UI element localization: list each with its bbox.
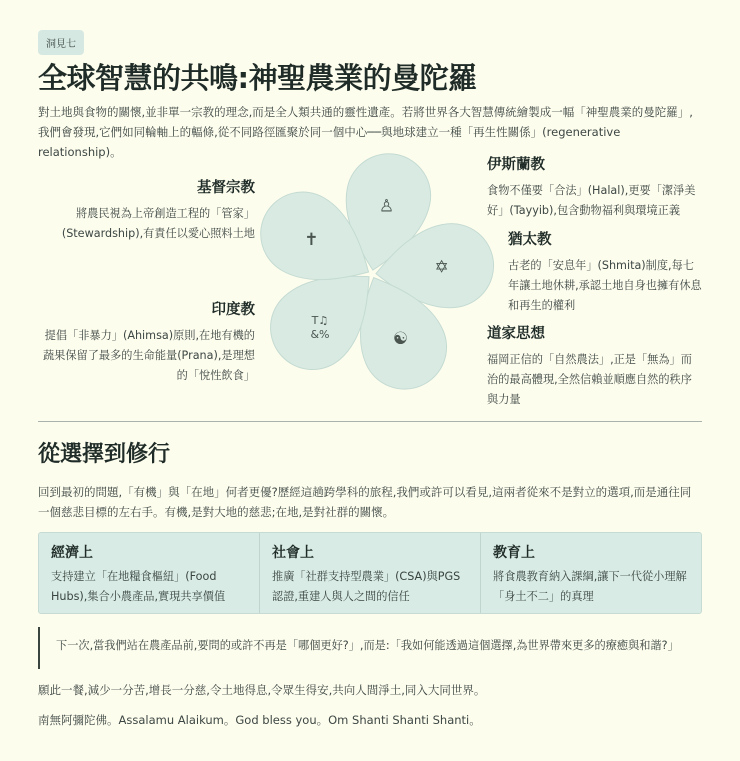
- islam-text: 食物不僅要「合法」(Halal),更要「潔淨美好」(Tayyib),包含動物福利與環境正義: [487, 184, 696, 217]
- section-title: 從選擇到修行: [38, 442, 171, 467]
- hinduism-title: 印度教: [211, 302, 255, 318]
- yin-yang-icon: ☯: [392, 328, 409, 349]
- intro-paragraph: 對土地與食物的關懷,並非單一宗教的理念,而是全人類共通的靈性遺產。若將世界各大智慧傳統繪製成一幅「神聖農業的曼陀羅」,我們會發現,它們如同輪軸上的輻條,從不同路徑匯聚於同一個中心──與地球建立一種「再生性關係」(regenerative relationship)。: [38, 105, 693, 159]
- divider: [38, 421, 702, 422]
- taoism-text: 福岡正信的「自然農法」,正是「無為」而治的最高體現,全然信賴並順應自然的秩序與力量: [487, 353, 692, 406]
- islam-label: [487, 155, 697, 221]
- page-title: 全球智慧的共鳴:神聖農業的曼陀羅: [38, 61, 477, 95]
- christianity-label: [60, 178, 255, 244]
- islam-title: 伊斯蘭教: [487, 157, 545, 173]
- aspect-cards: [38, 532, 702, 614]
- card-text: 支持建立「在地糧食樞紐」(Food Hubs),集合小農產品,實現共享價值: [51, 570, 226, 603]
- symbols-icon-line2: &%: [310, 327, 330, 341]
- christianity-title: 基督宗教: [197, 180, 255, 196]
- card-social: [260, 533, 481, 613]
- card-education: [481, 533, 701, 613]
- taoism-title: 道家思想: [487, 326, 545, 342]
- judaism-title: 猶太教: [508, 232, 552, 248]
- christianity-text: 將農民視為上帝創造工程的「管家」(Stewardship),有責任以愛心照料土地: [61, 207, 255, 240]
- blockquote: 下一次,當我們站在農產品前,要問的或許不再是「哪個更好?」,而是:「我如何能透過這個選擇,為世界帶來更多的療癒與和諧?」: [38, 627, 679, 669]
- symbols-icon: T♫: [311, 313, 329, 327]
- card-title: 教育上: [493, 545, 535, 561]
- card-title: 經濟上: [51, 545, 93, 561]
- hinduism-text: 提倡「非暴力」(Ahimsa)原則,在地有機的蔬果保留了最多的生命能量(Prana),是理想的「悅性飲食」: [42, 329, 255, 382]
- judaism-label: [508, 230, 703, 316]
- card-economic: [39, 533, 260, 613]
- card-title: 社會上: [272, 545, 314, 561]
- hinduism-label: [38, 300, 255, 386]
- wish-text: 願此一餐,減少一分苦,增長一分慈,令土地得息,令眾生得安,共向人間淨土,同入大同世界。: [38, 683, 486, 697]
- cross-icon: ✝: [304, 230, 319, 250]
- card-text: 推廣「社群支持型農業」(CSA)與PGS認證,重建人與人之間的信任: [272, 570, 461, 603]
- section-paragraph: 回到最初的問題,「有機」與「在地」何者更優?歷經這趟跨學科的旅程,我們或許可以看見,這兩者從來不是對立的選項,而是通往同一個慈悲目標的左右手。有機,是對大地的慈悲;在地,是對社群的關懷。: [38, 485, 692, 519]
- judaism-text: 古老的「安息年」(Shmita)制度,每七年讓土地休耕,承認土地自身也擁有休息和再生的權利: [508, 259, 702, 312]
- blessing-text: 南無阿彌陀佛。Assalamu Alaikum。God bless you。Om Shanti Shanti Shanti。: [38, 713, 481, 727]
- meditation-icon: ♙: [378, 196, 395, 217]
- section-badge: 洞見七: [38, 30, 84, 55]
- taoism-label: [487, 324, 702, 410]
- card-text: 將食農教育納入課綱,讓下一代從小理解「身土不二」的真理: [493, 570, 687, 603]
- star-of-david-icon: ✡: [434, 257, 449, 278]
